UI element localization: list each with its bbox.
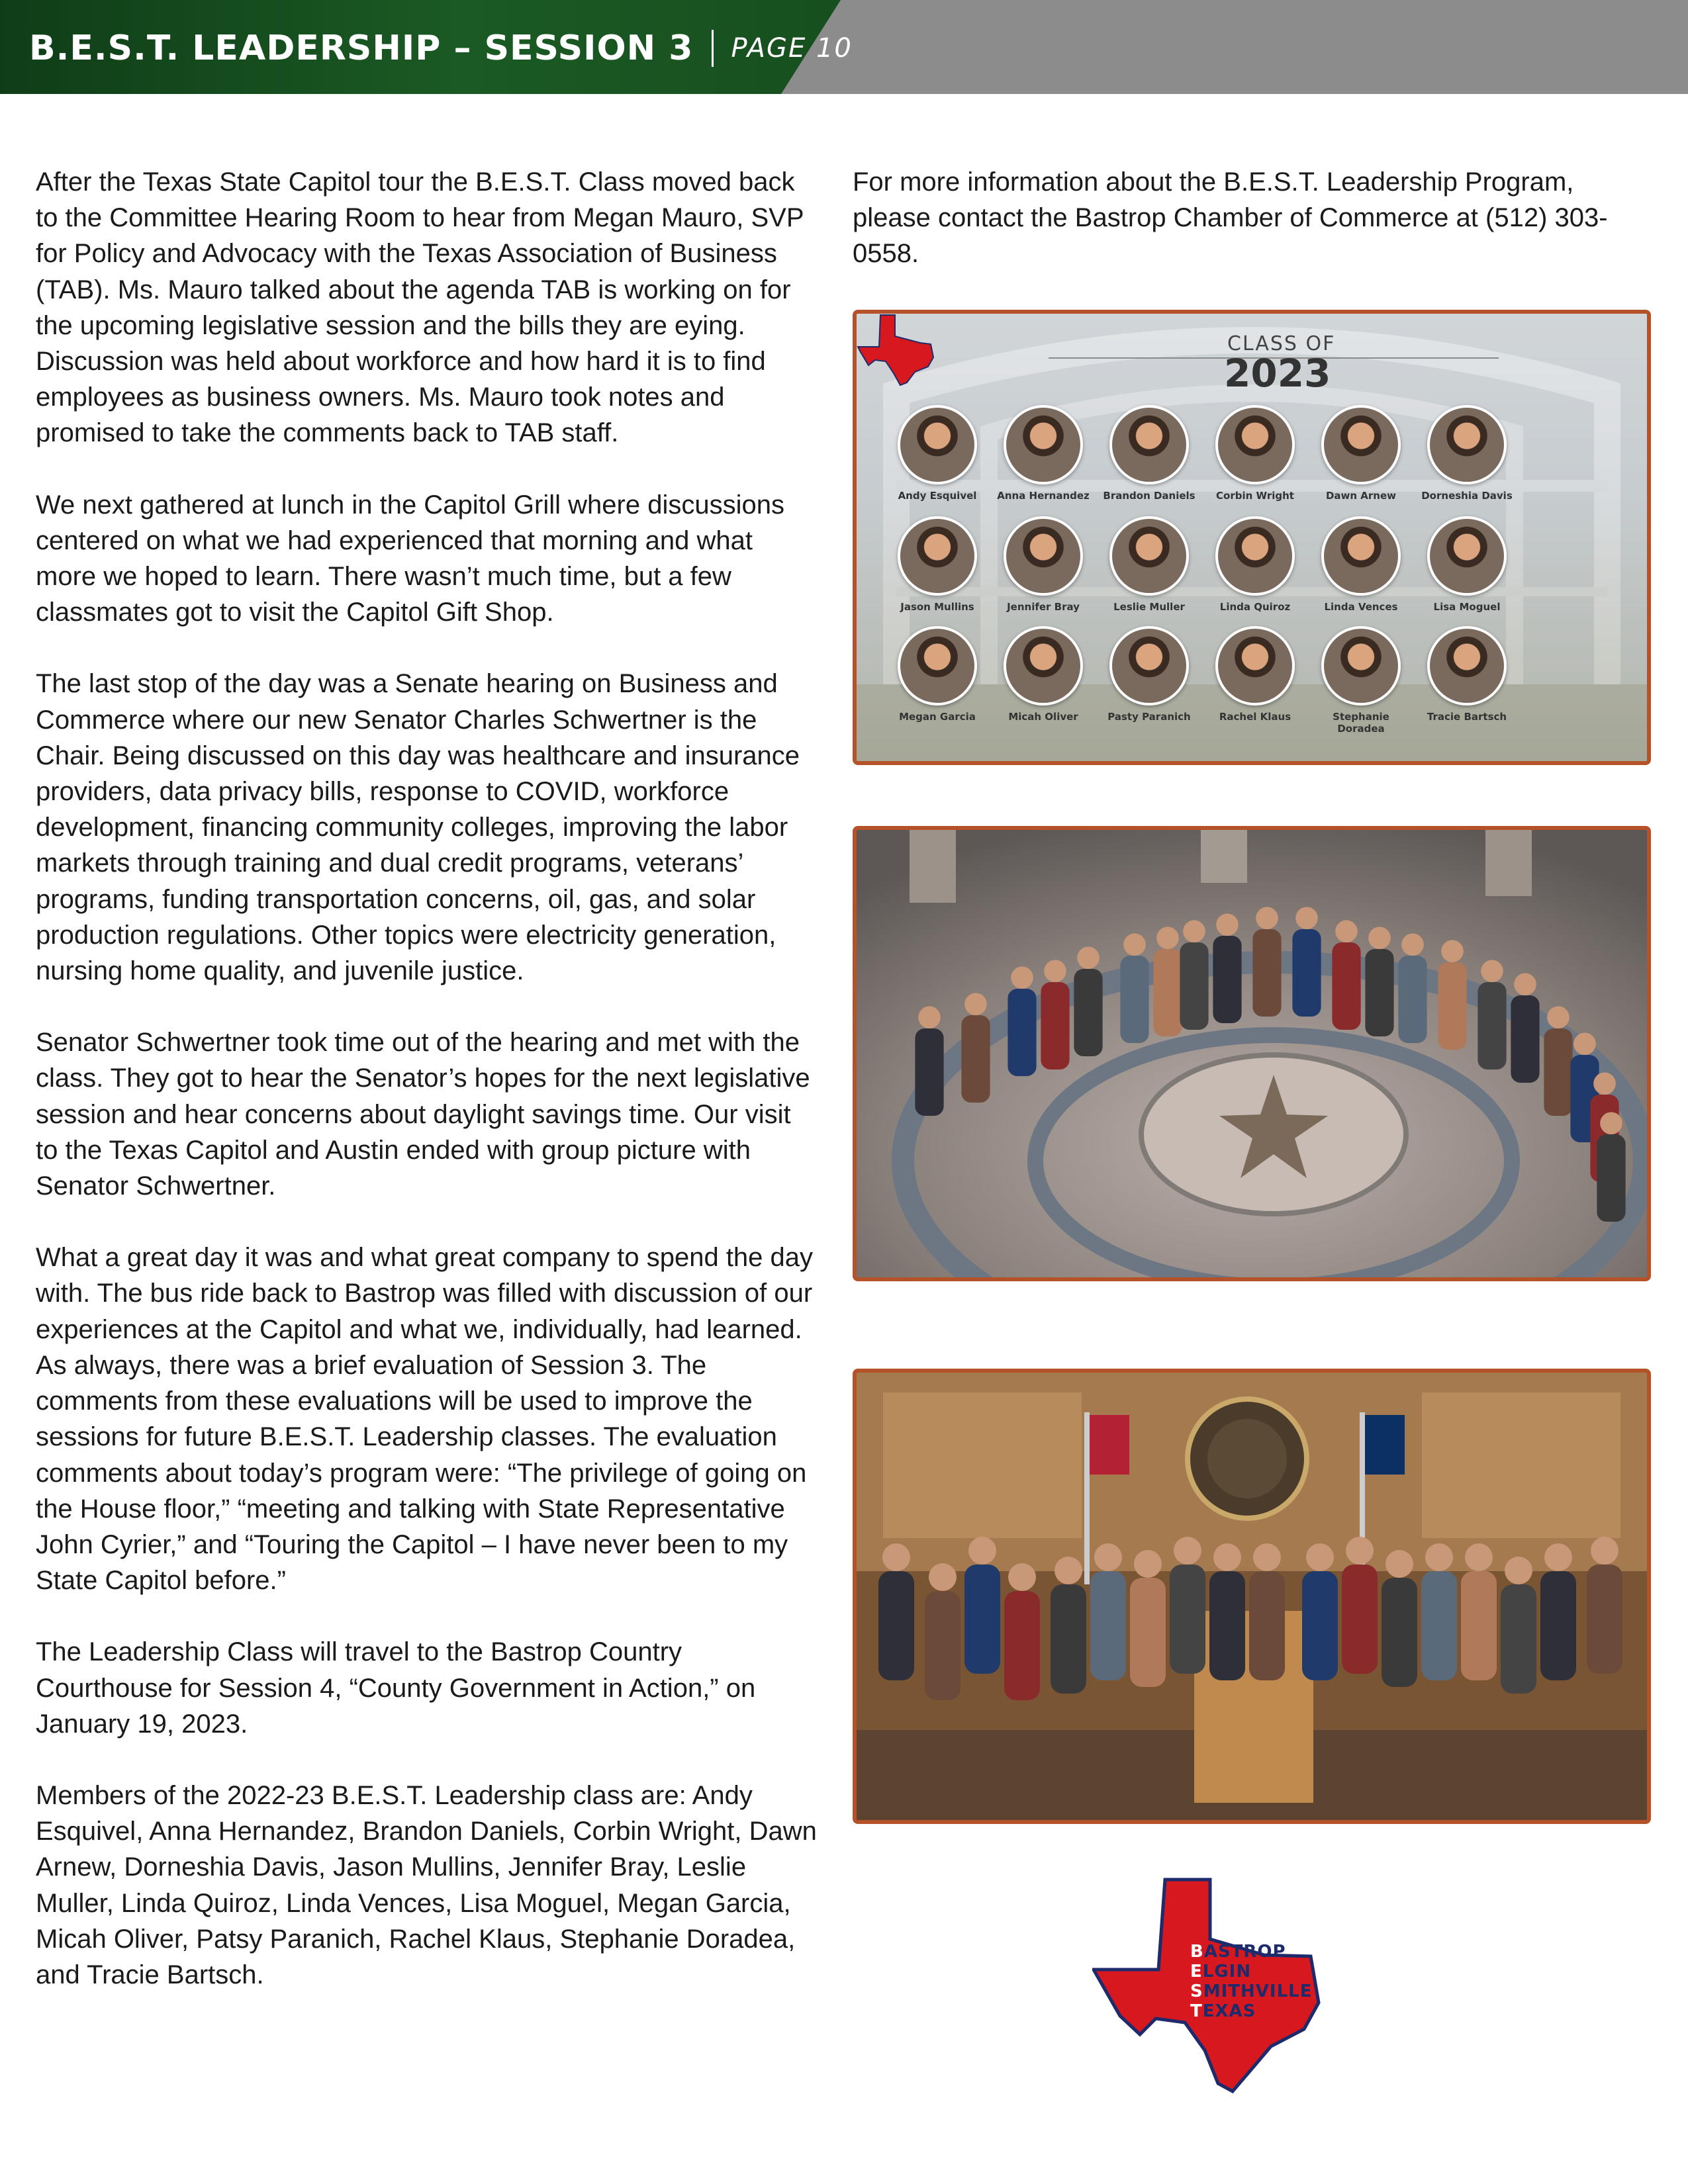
person-figure [1090, 1571, 1126, 1680]
member-name: Brandon Daniels [1103, 490, 1196, 502]
person-head [1094, 1543, 1122, 1571]
rotunda-photo-image [857, 830, 1647, 1277]
member-portrait [898, 626, 977, 705]
person-head [1306, 1543, 1334, 1571]
person-figure [925, 1591, 961, 1700]
contact-info: For more information about the B.E.S.T. Leadership Program, please contact the Bastrop Chamber of Commerce at (512) 303-0558. [853, 167, 1608, 269]
member-name: Leslie Muller [1113, 601, 1185, 613]
person-head [1465, 1543, 1493, 1571]
person-figure [1249, 1571, 1285, 1680]
member-portrait [1004, 516, 1083, 596]
person-figure [961, 1015, 990, 1103]
member-portrait [1004, 626, 1083, 705]
person-head [1216, 913, 1239, 936]
member-name: Anna Hernandez [997, 490, 1090, 502]
person-figure [1252, 929, 1281, 1017]
person-figure [1209, 1571, 1245, 1680]
member-name: Corbin Wright [1216, 490, 1294, 502]
member-portrait [1109, 626, 1189, 705]
person-head [882, 1543, 910, 1571]
person-figure [1180, 942, 1208, 1030]
person-figure [1544, 1028, 1572, 1116]
person-figure [1421, 1571, 1457, 1680]
member-portrait [898, 405, 977, 484]
person-figure [1511, 995, 1539, 1083]
article-paragraph: Members of the 2022-23 B.E.S.T. Leadership class are: Andy Esquivel, Anna Hernandez, Brandon Daniels, Corbin Wright, Dawn Arnew, Dorneshia Davis, Jason Mullins, Jennifer Bray, Leslie Muller, Linda Quiroz, Linda Vences, Lisa Moguel, Megan Garcia, Micah Oliver, Patsy Paranich, Rachel Klaus, Stephanie Doradea, and Tracie Bartsch. [36, 1780, 817, 1989]
person-head [1401, 933, 1424, 956]
person-figure [1041, 982, 1069, 1069]
person-figure [1120, 956, 1149, 1043]
person-head [968, 1537, 996, 1565]
person-figure [1382, 1578, 1417, 1687]
person-figure [1170, 1565, 1205, 1674]
article-paragraph: We next gathered at lunch in the Capitol Grill where discussions centered on what we had experienced that morning and what more we hoped to learn. There wasn’t much time, but a few classmates got to visit the Capitol Gift Shop. [36, 490, 784, 627]
person-figure [1213, 936, 1241, 1023]
person-figure [1540, 1571, 1576, 1680]
article-paragraph: The last stop of the day was a Senate hearing on Business and Commerce where our new Senator Charles Schwertner is the Chair. Being discussed on this day was healthcare and insurance providers, data privacy bills, response to COVID, workforce development, financing community colleges, improving the labor markets through training and dual credit programs, veterans’ programs, funding transportation concerns, oil, gas, and solar production regulations. Other topics were electricity generation, nursing home quality, and juvenile justice. [36, 669, 800, 986]
person-figure [1051, 1584, 1086, 1694]
person-head [1544, 1543, 1572, 1571]
member-portrait [1321, 626, 1401, 705]
person-head [1335, 920, 1358, 942]
person-head [918, 1006, 941, 1028]
member-portrait [1427, 405, 1507, 484]
member-portrait [1427, 626, 1507, 705]
member-portrait [1215, 516, 1295, 596]
senate-photo-image [857, 1373, 1647, 1820]
class-of-2023-panel [853, 310, 1651, 765]
person-figure [1398, 956, 1427, 1043]
member-name: Rachel Klaus [1219, 711, 1291, 723]
person-figure [878, 1571, 914, 1680]
person-head [1591, 1537, 1618, 1565]
member-name: Dawn Arnew [1325, 490, 1397, 502]
page-number: PAGE 10 [731, 33, 853, 64]
member-name: Jason Mullins [900, 601, 974, 613]
member-name: Linda Quiroz [1219, 601, 1291, 613]
person-head [1044, 960, 1066, 982]
member-name: Andy Esquivel [898, 490, 977, 502]
person-figure [1074, 969, 1102, 1056]
person-head [1295, 907, 1318, 929]
person-head [1346, 1537, 1374, 1565]
person-head [1174, 1537, 1201, 1565]
person-figure [1365, 949, 1393, 1036]
person-head [1385, 1550, 1413, 1578]
member-portrait [1109, 405, 1189, 484]
person-head [1134, 1550, 1162, 1578]
logo-line: BASTROP [1190, 1942, 1286, 1962]
person-head [1253, 1543, 1281, 1571]
person-head [964, 993, 987, 1015]
logo-line: TEXAS [1190, 2001, 1256, 2021]
person-head [1573, 1032, 1596, 1055]
person-head [929, 1563, 957, 1591]
person-head [1425, 1543, 1453, 1571]
header-title: B.E.S.T. LEADERSHIP – SESSION 3 [29, 28, 694, 68]
member-portrait [1321, 516, 1401, 596]
member-portrait [898, 516, 977, 596]
person-figure [1292, 929, 1321, 1017]
person-head [1213, 1543, 1241, 1571]
person-head [1505, 1557, 1532, 1584]
rotunda-group-photo [853, 826, 1651, 1281]
person-head [1441, 940, 1464, 962]
senate-chamber-group-photo [853, 1369, 1651, 1824]
member-name: Micah Oliver [1008, 711, 1078, 723]
member-portrait [1004, 405, 1083, 484]
person-figure [1438, 962, 1466, 1050]
class-of-label: CLASS OF [1227, 332, 1336, 355]
person-head [1514, 973, 1536, 995]
person-figure [1130, 1578, 1166, 1687]
person-figure [1332, 942, 1360, 1030]
person-head [1077, 946, 1100, 969]
header-title-group [29, 25, 853, 71]
person-figure [915, 1028, 943, 1116]
person-figure [1004, 1591, 1040, 1700]
person-head [1008, 1563, 1036, 1591]
article-paragraph: The Leadership Class will travel to the Bastrop Country Courthouse for Session 4, “County Government in Action,” on January 19, 2023. [36, 1637, 756, 1739]
member-name: Jennifer Bray [1007, 601, 1080, 613]
person-figure [1153, 949, 1182, 1036]
member-portrait [1427, 516, 1507, 596]
article-column [36, 164, 817, 2028]
mini-texas-logo [857, 314, 939, 387]
person-head [1600, 1112, 1622, 1134]
header-divider [712, 30, 714, 67]
person-figure [1587, 1565, 1622, 1674]
member-portrait [1215, 626, 1295, 705]
member-name: Stephanie Doradea [1333, 711, 1389, 735]
article-paragraph: After the Texas State Capitol tour the B.E.S.T. Class moved back to the Committee Hearing Room to hear from Megan Mauro, SVP for Policy and Advocacy with the Texas Association of Business (TAB). Ms. Mauro talked about the agenda TAB is working on for the upcoming legislative session and the bills they are eying. Discussion was held about workforce and how hard it is to find employees as business owners. Ms. Mauro took notes and promised to take the comments back to TAB staff. [36, 167, 804, 448]
member-portrait [1215, 405, 1295, 484]
person-figure [964, 1565, 1000, 1674]
person-figure [1501, 1584, 1536, 1694]
person-head [1481, 960, 1503, 982]
person-figure [1302, 1571, 1338, 1680]
logo-line: ELGIN [1190, 1962, 1252, 1981]
person-head [1368, 927, 1391, 949]
member-portrait [1109, 516, 1189, 596]
class-year: 2023 [1224, 351, 1331, 396]
person-head [1055, 1557, 1082, 1584]
person-figure [1597, 1134, 1625, 1222]
person-head [1011, 966, 1033, 989]
person-head [1156, 927, 1179, 949]
member-name: Tracie Bartsch [1427, 711, 1507, 723]
person-head [1123, 933, 1146, 956]
best-texas-logo [1092, 1873, 1344, 2098]
person-figure [1008, 989, 1036, 1076]
member-name: Pasty Paranich [1107, 711, 1191, 723]
person-head [1256, 907, 1278, 929]
logo-line: SMITHVILLE [1190, 1981, 1313, 2001]
member-name: Megan Garcia [899, 711, 976, 723]
person-head [1593, 1072, 1616, 1095]
logo-wordmark [1190, 1942, 1312, 2021]
member-name: Linda Vences [1324, 601, 1398, 613]
article-paragraph: What a great day it was and what great company to spend the day with. The bus ride back to Bastrop was filled with discussion of our experiences at the Capitol and what we, individually, had learned. As always, there was a brief evaluation of Session 3. The comments from these evaluations will be used to improve the sessions for future B.E.S.T. Leadership classes. The evaluation comments about today’s program were: “The privilege of going on the House floor,” “meeting and talking with State Representative John Cyrier,” and “Touring the Capitol – I have never been to my State Capitol before.” [36, 1243, 814, 1596]
article-paragraph: Senator Schwertner took time out of the hearing and met with the class. They got to hear the Senator’s hopes for the next legislative session and hear concerns about daylight savings time. Our visit to the Texas Capitol and Austin ended with group picture with Senator Schwertner. [36, 1028, 810, 1201]
person-figure [1477, 982, 1506, 1069]
member-portrait [1321, 405, 1401, 484]
person-head [1183, 920, 1205, 942]
person-head [1547, 1006, 1570, 1028]
member-name: Lisa Moguel [1433, 601, 1501, 613]
person-figure [1342, 1565, 1378, 1674]
person-figure [1461, 1571, 1497, 1680]
member-name: Dorneshia Davis [1421, 490, 1513, 502]
